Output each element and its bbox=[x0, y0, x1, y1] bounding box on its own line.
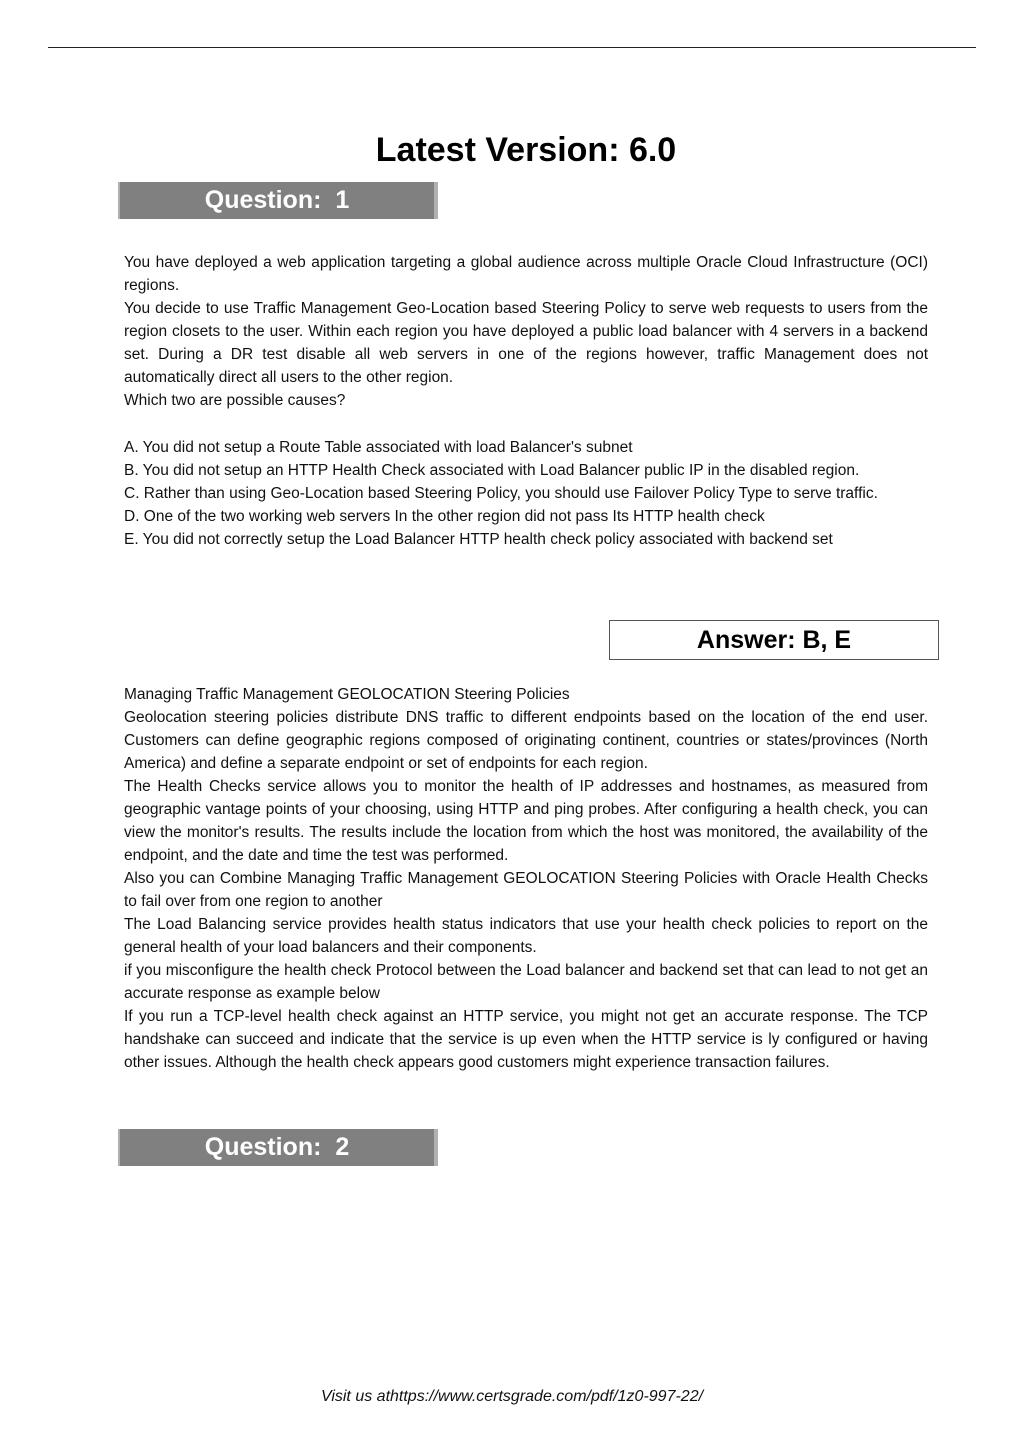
question-1-body bbox=[124, 251, 928, 412]
question-1-paragraph: You have deployed a web application targeting a global audience across multiple Oracle Cloud Infrastructure (OCI) regions. bbox=[124, 254, 928, 294]
header-rule bbox=[48, 47, 976, 48]
explanation-paragraph: if you misconfigure the health check Protocol between the Load balancer and backend set that can lead to not get an accurate response as example below bbox=[124, 962, 928, 1002]
option-e: E. You did not correctly setup the Load Balancer HTTP health check policy associated with backend set bbox=[124, 531, 833, 548]
question-1-banner bbox=[118, 182, 438, 219]
explanation-paragraph: Also you can Combine Managing Traffic Management GEOLOCATION Steering Policies with Oracle Health Checks to fail over from one region to another bbox=[124, 870, 928, 910]
explanation-paragraph: Geolocation steering policies distribute DNS traffic to different endpoints based on the location of the end user. Customers can define geographic regions composed of originating continent, countries or states/provinces (North America) and define a separate endpoint or set of endpoints for each region. bbox=[124, 709, 928, 772]
question-2-banner-label: Question: 2 bbox=[204, 1133, 350, 1161]
question-1-paragraph: You decide to use Traffic Management Geo-Location based Steering Policy to serve web requests to users from the region closets to the user. Within each region you have deployed a public load balancer with 4 servers in a backend set. During a DR test disable all web servers in one of the regions however, traffic Management does not automatically direct all users to the other region. bbox=[124, 300, 928, 386]
question-2-banner bbox=[118, 1129, 438, 1166]
footer-link-text: Visit us athttps://www.certsgrade.com/pdf/1z0-997-22/ bbox=[320, 1388, 704, 1405]
explanation-paragraph: The Load Balancing service provides health status indicators that use your health check policies to report on the general health of your load balancers and their components. bbox=[124, 916, 928, 956]
option-d: D. One of the two working web servers In the other region did not pass Its HTTP health check bbox=[124, 508, 765, 525]
explanation-paragraph: The Health Checks service allows you to monitor the health of IP addresses and hostnames, as measured from geographic vantage points of your choosing, using HTTP and ping probes. After configuring a health check, you can view the monitor's results. The results include the location from which the host was monitored, the availability of the endpoint, and the date and time the test was performed. bbox=[124, 778, 928, 864]
option-b: B. You did not setup an HTTP Health Check associated with Load Balancer public IP in the disabled region. bbox=[124, 462, 860, 479]
option-a: A. You did not setup a Route Table associated with load Balancer's subnet bbox=[124, 439, 633, 456]
question-1-options bbox=[124, 436, 928, 551]
explanation-paragraph: If you run a TCP-level health check against an HTTP service, you might not get an accurate response. The TCP handshake can succeed and indicate that the service is up even when the HTTP service is ly configured or having other issues. Although the health check appears good customers might experience transaction failures. bbox=[124, 1008, 928, 1071]
answer-box: Answer: B, E bbox=[609, 620, 939, 660]
question-1-banner-label: Question: 1 bbox=[204, 186, 350, 214]
option-c: C. Rather than using Geo-Location based Steering Policy, you should use Failover Policy Type to serve traffic. bbox=[124, 485, 878, 502]
answer-explanation bbox=[124, 683, 928, 1074]
page-title: Latest Version: 6.0 bbox=[375, 131, 677, 169]
question-1-prompt: Which two are possible causes? bbox=[124, 392, 346, 409]
explanation-paragraph: Managing Traffic Management GEOLOCATION Steering Policies bbox=[124, 686, 570, 703]
